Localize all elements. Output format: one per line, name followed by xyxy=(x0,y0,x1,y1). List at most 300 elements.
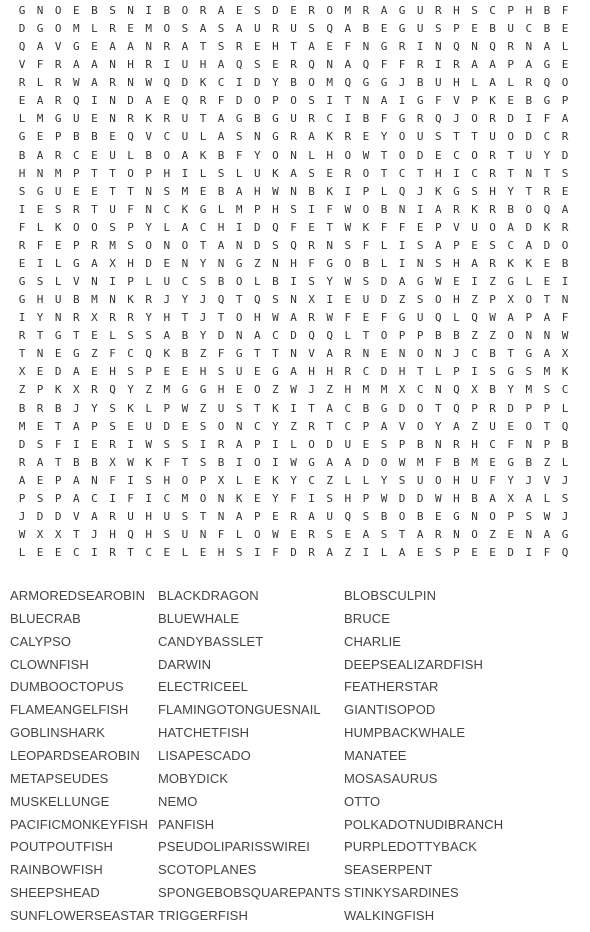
grid-letter[interactable]: Z xyxy=(272,383,279,397)
grid-letter[interactable]: T xyxy=(543,293,551,307)
grid-letter[interactable]: N xyxy=(109,293,116,307)
grid-letter[interactable]: R xyxy=(489,112,496,126)
grid-letter[interactable]: S xyxy=(235,130,243,144)
grid-letter[interactable]: S xyxy=(163,528,171,542)
grid-letter[interactable]: L xyxy=(36,76,44,90)
grid-letter[interactable]: M xyxy=(380,383,388,397)
grid-letter[interactable]: M xyxy=(145,22,152,36)
grid-letter[interactable]: Y xyxy=(91,401,98,415)
grid-letter[interactable]: F xyxy=(217,94,225,108)
grid-letter[interactable]: H xyxy=(453,293,460,307)
grid-letter[interactable]: S xyxy=(36,491,44,505)
grid-letter[interactable]: E xyxy=(344,293,352,307)
grid-letter[interactable]: G xyxy=(507,365,514,379)
grid-letter[interactable]: P xyxy=(272,94,279,108)
grid-letter[interactable]: O xyxy=(253,455,261,469)
grid-letter[interactable]: B xyxy=(380,202,388,216)
grid-letter[interactable]: O xyxy=(525,293,533,307)
grid-letter[interactable]: C xyxy=(181,275,189,289)
grid-letter[interactable]: M xyxy=(344,4,352,17)
grid-letter[interactable]: N xyxy=(36,347,44,361)
grid-letter[interactable]: T xyxy=(199,40,207,54)
grid-letter[interactable]: U xyxy=(181,112,189,126)
grid-letter[interactable]: S xyxy=(290,202,297,216)
grid-letter[interactable]: A xyxy=(543,347,551,361)
grid-letter[interactable]: F xyxy=(127,202,134,216)
grid-letter[interactable]: O xyxy=(525,419,533,433)
grid-letter[interactable]: H xyxy=(290,256,297,270)
grid-letter[interactable]: Q xyxy=(308,58,315,72)
grid-letter[interactable]: A xyxy=(380,419,388,433)
grid-letter[interactable]: W xyxy=(272,528,279,542)
grid-letter[interactable]: J xyxy=(18,509,26,523)
grid-letter[interactable]: A xyxy=(434,202,442,216)
grid-letter[interactable]: D xyxy=(54,365,62,379)
grid-letter[interactable]: A xyxy=(326,401,333,415)
grid-letter[interactable]: I xyxy=(525,546,533,560)
grid-letter[interactable]: G xyxy=(362,76,370,90)
grid-letter[interactable]: S xyxy=(344,238,352,252)
grid-letter[interactable]: T xyxy=(253,347,261,361)
grid-letter[interactable]: U xyxy=(416,22,424,36)
grid-letter[interactable]: W xyxy=(72,76,80,90)
grid-letter[interactable]: C xyxy=(362,365,370,379)
grid-letter[interactable]: O xyxy=(362,202,370,216)
grid-letter[interactable]: U xyxy=(362,293,370,307)
grid-letter[interactable]: R xyxy=(416,112,424,126)
grid-letter[interactable]: L xyxy=(344,329,352,343)
grid-letter[interactable]: J xyxy=(453,347,460,361)
grid-letter[interactable]: N xyxy=(145,202,152,216)
grid-letter[interactable]: N xyxy=(453,528,460,542)
grid-letter[interactable]: F xyxy=(380,220,388,234)
grid-letter[interactable]: E xyxy=(54,546,62,560)
grid-letter[interactable]: S xyxy=(362,509,370,523)
grid-letter[interactable]: X xyxy=(308,293,315,307)
grid-letter[interactable]: A xyxy=(217,58,225,72)
grid-letter[interactable]: O xyxy=(217,419,225,433)
grid-letter[interactable]: A xyxy=(543,40,551,54)
grid-letter[interactable]: L xyxy=(145,401,152,415)
grid-letter[interactable]: X xyxy=(561,347,569,361)
grid-letter[interactable]: A xyxy=(235,22,243,36)
grid-letter[interactable]: B xyxy=(253,112,261,126)
grid-letter[interactable]: E xyxy=(362,130,370,144)
grid-letter[interactable]: B xyxy=(181,347,189,361)
grid-letter[interactable]: C xyxy=(253,419,261,433)
grid-letter[interactable]: E xyxy=(91,112,98,126)
grid-letter[interactable]: A xyxy=(326,455,333,469)
grid-letter[interactable]: B xyxy=(145,148,152,162)
grid-letter[interactable]: Z xyxy=(489,528,496,542)
grid-letter[interactable]: R xyxy=(453,437,460,451)
grid-letter[interactable]: I xyxy=(326,94,333,108)
grid-letter[interactable]: A xyxy=(362,528,370,542)
grid-letter[interactable]: L xyxy=(181,546,189,560)
grid-letter[interactable]: B xyxy=(362,22,370,36)
grid-letter[interactable]: H xyxy=(398,365,406,379)
grid-letter[interactable]: L xyxy=(453,311,460,325)
grid-letter[interactable]: C xyxy=(163,130,171,144)
grid-letter[interactable]: C xyxy=(398,166,406,180)
grid-letter[interactable]: B xyxy=(18,401,26,415)
grid-letter[interactable]: D xyxy=(326,437,333,451)
grid-letter[interactable]: L xyxy=(235,473,243,487)
grid-letter[interactable]: N xyxy=(434,347,442,361)
grid-letter[interactable]: T xyxy=(290,40,297,54)
grid-letter[interactable]: B xyxy=(290,76,297,90)
grid-letter[interactable]: D xyxy=(253,238,261,252)
grid-letter[interactable]: F xyxy=(127,491,134,505)
grid-letter[interactable]: Z xyxy=(326,473,333,487)
grid-letter[interactable]: N xyxy=(362,94,370,108)
grid-letter[interactable]: L xyxy=(290,437,297,451)
grid-letter[interactable]: R xyxy=(54,148,62,162)
grid-letter[interactable]: O xyxy=(54,4,62,17)
grid-letter[interactable]: O xyxy=(127,166,134,180)
grid-letter[interactable]: L xyxy=(561,401,569,415)
grid-letter[interactable]: N xyxy=(525,40,533,54)
grid-letter[interactable]: K xyxy=(326,184,333,198)
grid-letter[interactable]: N xyxy=(91,473,98,487)
grid-letter[interactable]: K xyxy=(326,130,333,144)
grid-letter[interactable]: D xyxy=(54,509,62,523)
grid-letter[interactable]: E xyxy=(471,238,478,252)
grid-letter[interactable]: B xyxy=(217,455,225,469)
grid-letter[interactable]: L xyxy=(561,455,569,469)
grid-letter[interactable]: J xyxy=(199,311,207,325)
grid-letter[interactable]: P xyxy=(525,311,533,325)
grid-letter[interactable]: X xyxy=(109,455,116,469)
grid-letter[interactable]: S xyxy=(471,184,478,198)
grid-letter[interactable]: P xyxy=(91,419,98,433)
grid-letter[interactable]: Y xyxy=(507,184,514,198)
grid-letter[interactable]: O xyxy=(471,148,478,162)
grid-letter[interactable]: N xyxy=(181,256,189,270)
grid-letter[interactable]: H xyxy=(109,528,116,542)
grid-letter[interactable]: C xyxy=(217,76,225,90)
grid-letter[interactable]: P xyxy=(127,220,134,234)
grid-letter[interactable]: F xyxy=(398,220,406,234)
grid-letter[interactable]: H xyxy=(489,184,496,198)
grid-letter[interactable]: O xyxy=(181,473,189,487)
grid-letter[interactable]: O xyxy=(235,311,243,325)
grid-letter[interactable]: X xyxy=(507,293,514,307)
grid-letter[interactable]: Q xyxy=(308,329,315,343)
grid-letter[interactable]: F xyxy=(36,238,44,252)
grid-letter[interactable]: F xyxy=(362,238,370,252)
grid-letter[interactable]: W xyxy=(380,491,388,505)
grid-letter[interactable]: E xyxy=(91,437,98,451)
grid-letter[interactable]: Y xyxy=(199,256,207,270)
grid-letter[interactable]: A xyxy=(489,76,496,90)
grid-letter[interactable]: U xyxy=(253,22,261,36)
grid-letter[interactable]: R xyxy=(398,40,406,54)
grid-letter[interactable]: E xyxy=(453,275,460,289)
grid-letter[interactable]: N xyxy=(416,256,424,270)
grid-letter[interactable]: R xyxy=(308,311,315,325)
grid-letter[interactable]: W xyxy=(18,528,26,542)
grid-letter[interactable]: S xyxy=(471,4,478,17)
grid-letter[interactable]: Z xyxy=(18,383,26,397)
grid-letter[interactable]: S xyxy=(217,40,225,54)
grid-letter[interactable]: R xyxy=(434,528,442,542)
grid-letter[interactable]: U xyxy=(471,473,478,487)
grid-letter[interactable]: L xyxy=(380,546,388,560)
grid-letter[interactable]: W xyxy=(434,491,442,505)
grid-letter[interactable]: V xyxy=(72,509,80,523)
grid-letter[interactable]: F xyxy=(561,311,569,325)
grid-letter[interactable]: T xyxy=(199,112,207,126)
grid-letter[interactable]: G xyxy=(18,130,26,144)
grid-letter[interactable]: P xyxy=(416,329,424,343)
grid-letter[interactable]: K xyxy=(181,202,189,216)
grid-letter[interactable]: Z xyxy=(326,383,333,397)
grid-letter[interactable]: N xyxy=(398,202,406,216)
grid-letter[interactable]: S xyxy=(489,365,496,379)
grid-letter[interactable]: C xyxy=(416,383,424,397)
grid-letter[interactable]: Q xyxy=(272,220,279,234)
grid-letter[interactable]: S xyxy=(380,437,388,451)
grid-letter[interactable]: E xyxy=(272,509,279,523)
grid-letter[interactable]: P xyxy=(199,473,207,487)
grid-letter[interactable]: I xyxy=(235,455,243,469)
grid-letter[interactable]: G xyxy=(525,347,533,361)
grid-letter[interactable]: T xyxy=(398,528,406,542)
grid-letter[interactable]: F xyxy=(380,311,388,325)
grid-letter[interactable]: R xyxy=(344,347,352,361)
grid-letter[interactable]: B xyxy=(217,148,225,162)
grid-letter[interactable]: F xyxy=(380,58,388,72)
grid-letter[interactable]: L xyxy=(235,166,243,180)
grid-letter[interactable]: I xyxy=(471,365,478,379)
grid-letter[interactable]: J xyxy=(91,528,98,542)
grid-letter[interactable]: J xyxy=(453,112,460,126)
grid-letter[interactable]: O xyxy=(290,94,297,108)
grid-letter[interactable]: A xyxy=(72,491,80,505)
grid-letter[interactable]: H xyxy=(308,365,315,379)
grid-letter[interactable]: S xyxy=(543,383,551,397)
grid-letter[interactable]: N xyxy=(290,347,297,361)
grid-letter[interactable]: G xyxy=(199,202,207,216)
grid-letter[interactable]: S xyxy=(54,202,62,216)
grid-letter[interactable]: D xyxy=(380,365,388,379)
grid-letter[interactable]: O xyxy=(416,419,424,433)
grid-letter[interactable]: H xyxy=(163,311,171,325)
grid-letter[interactable]: O xyxy=(561,76,569,90)
grid-letter[interactable]: S xyxy=(235,546,243,560)
grid-letter[interactable]: W xyxy=(145,437,152,451)
grid-letter[interactable]: T xyxy=(344,94,352,108)
grid-letter[interactable]: O xyxy=(326,4,333,17)
grid-letter[interactable]: E xyxy=(434,148,442,162)
grid-letter[interactable]: M xyxy=(36,112,44,126)
grid-letter[interactable]: C xyxy=(72,546,80,560)
grid-letter[interactable]: L xyxy=(362,473,370,487)
grid-letter[interactable]: I xyxy=(362,546,370,560)
grid-letter[interactable]: Y xyxy=(181,293,189,307)
grid-letter[interactable]: B xyxy=(308,184,315,198)
grid-letter[interactable]: K xyxy=(561,365,569,379)
grid-letter[interactable]: A xyxy=(344,58,352,72)
grid-letter[interactable]: V xyxy=(453,94,460,108)
grid-letter[interactable]: S xyxy=(127,238,134,252)
grid-letter[interactable]: K xyxy=(543,220,551,234)
grid-letter[interactable]: H xyxy=(253,184,261,198)
grid-letter[interactable]: A xyxy=(308,509,315,523)
grid-letter[interactable]: O xyxy=(163,148,171,162)
grid-letter[interactable]: J xyxy=(525,473,533,487)
grid-letter[interactable]: U xyxy=(72,112,80,126)
grid-letter[interactable]: I xyxy=(416,40,424,54)
grid-letter[interactable]: N xyxy=(109,112,116,126)
grid-letter[interactable]: H xyxy=(199,365,207,379)
grid-letter[interactable]: G xyxy=(398,22,406,36)
grid-letter[interactable]: W xyxy=(344,202,352,216)
grid-letter[interactable]: O xyxy=(489,220,496,234)
grid-letter[interactable]: H xyxy=(18,166,26,180)
grid-letter[interactable]: T xyxy=(308,401,315,415)
grid-letter[interactable]: Z xyxy=(344,546,352,560)
grid-letter[interactable]: B xyxy=(416,437,424,451)
grid-letter[interactable]: Q xyxy=(127,130,134,144)
grid-letter[interactable]: N xyxy=(362,347,370,361)
grid-letter[interactable]: F xyxy=(217,528,225,542)
grid-letter[interactable]: R xyxy=(453,202,460,216)
grid-letter[interactable]: E xyxy=(561,58,569,72)
grid-letter[interactable]: G xyxy=(416,94,424,108)
grid-letter[interactable]: S xyxy=(272,293,279,307)
grid-letter[interactable]: D xyxy=(36,509,44,523)
grid-letter[interactable]: Z xyxy=(290,419,297,433)
grid-letter[interactable]: D xyxy=(380,293,388,307)
grid-letter[interactable]: A xyxy=(217,4,225,17)
grid-letter[interactable]: U xyxy=(416,130,424,144)
grid-letter[interactable]: L xyxy=(308,148,315,162)
grid-letter[interactable]: B xyxy=(471,491,478,505)
grid-letter[interactable]: Y xyxy=(326,275,333,289)
grid-letter[interactable]: Z xyxy=(543,455,551,469)
grid-letter[interactable]: F xyxy=(344,40,352,54)
grid-letter[interactable]: M xyxy=(326,76,333,90)
grid-letter[interactable]: U xyxy=(326,509,333,523)
grid-letter[interactable]: S xyxy=(561,491,569,505)
grid-letter[interactable]: U xyxy=(163,509,171,523)
grid-letter[interactable]: H xyxy=(217,383,225,397)
grid-letter[interactable]: O xyxy=(163,22,171,36)
grid-letter[interactable]: M xyxy=(109,238,116,252)
grid-letter[interactable]: C xyxy=(344,401,352,415)
grid-letter[interactable]: L xyxy=(561,40,569,54)
grid-letter[interactable]: L xyxy=(217,202,225,216)
grid-letter[interactable]: A xyxy=(199,22,207,36)
grid-letter[interactable]: F xyxy=(380,112,388,126)
grid-letter[interactable]: H xyxy=(272,40,279,54)
grid-letter[interactable]: C xyxy=(127,347,134,361)
grid-letter[interactable]: S xyxy=(380,528,388,542)
grid-letter[interactable]: R xyxy=(54,76,62,90)
grid-letter[interactable]: I xyxy=(290,401,297,415)
grid-letter[interactable]: K xyxy=(272,166,279,180)
grid-letter[interactable]: N xyxy=(109,58,116,72)
grid-letter[interactable]: V xyxy=(543,473,551,487)
grid-letter[interactable]: E xyxy=(54,238,62,252)
grid-letter[interactable]: Q xyxy=(434,112,442,126)
grid-letter[interactable]: I xyxy=(199,437,207,451)
grid-letter[interactable]: L xyxy=(380,184,388,198)
grid-letter[interactable]: S xyxy=(326,528,333,542)
grid-letter[interactable]: E xyxy=(127,22,134,36)
grid-letter[interactable]: M xyxy=(416,455,424,469)
grid-letter[interactable]: Q xyxy=(471,311,478,325)
grid-letter[interactable]: G xyxy=(72,40,80,54)
grid-letter[interactable]: P xyxy=(507,509,514,523)
grid-letter[interactable]: O xyxy=(398,509,406,523)
grid-letter[interactable]: D xyxy=(398,401,406,415)
grid-letter[interactable]: G xyxy=(507,275,514,289)
grid-letter[interactable]: N xyxy=(163,238,171,252)
grid-letter[interactable]: S xyxy=(561,166,569,180)
grid-letter[interactable]: R xyxy=(109,311,116,325)
grid-letter[interactable]: E xyxy=(181,419,189,433)
grid-letter[interactable]: Q xyxy=(543,202,551,216)
grid-letter[interactable]: Z xyxy=(199,401,207,415)
grid-letter[interactable]: C xyxy=(453,148,460,162)
grid-letter[interactable]: C xyxy=(163,202,171,216)
grid-letter[interactable]: D xyxy=(163,419,171,433)
grid-letter[interactable]: A xyxy=(416,528,424,542)
grid-letter[interactable]: M xyxy=(471,455,478,469)
grid-letter[interactable]: R xyxy=(109,22,116,36)
grid-letter[interactable]: P xyxy=(561,94,569,108)
grid-letter[interactable]: R xyxy=(163,40,171,54)
grid-letter[interactable]: T xyxy=(253,401,261,415)
grid-letter[interactable]: B xyxy=(163,4,171,17)
grid-letter[interactable]: P xyxy=(489,293,496,307)
grid-letter[interactable]: R xyxy=(217,437,225,451)
grid-letter[interactable]: C xyxy=(145,546,152,560)
grid-letter[interactable]: T xyxy=(181,311,189,325)
grid-letter[interactable]: R xyxy=(416,58,424,72)
grid-letter[interactable]: P xyxy=(507,4,514,17)
grid-letter[interactable]: B xyxy=(72,455,80,469)
grid-letter[interactable]: G xyxy=(72,347,80,361)
grid-letter[interactable]: L xyxy=(163,220,171,234)
grid-letter[interactable]: D xyxy=(272,4,279,17)
grid-letter[interactable]: G xyxy=(235,256,243,270)
grid-letter[interactable]: S xyxy=(434,130,442,144)
grid-letter[interactable]: M xyxy=(91,293,98,307)
grid-letter[interactable]: R xyxy=(561,220,569,234)
grid-letter[interactable]: N xyxy=(326,238,333,252)
grid-letter[interactable]: A xyxy=(525,491,533,505)
grid-letter[interactable]: C xyxy=(525,22,533,36)
grid-letter[interactable]: T xyxy=(235,293,243,307)
grid-letter[interactable]: D xyxy=(290,329,297,343)
grid-letter[interactable]: Q xyxy=(398,184,406,198)
grid-letter[interactable]: E xyxy=(543,275,551,289)
grid-letter[interactable]: O xyxy=(471,112,478,126)
grid-letter[interactable]: Q xyxy=(326,22,333,36)
grid-letter[interactable]: G xyxy=(36,22,44,36)
grid-letter[interactable]: H xyxy=(145,509,152,523)
grid-letter[interactable]: T xyxy=(543,166,551,180)
grid-letter[interactable]: B xyxy=(416,509,424,523)
grid-letter[interactable]: R xyxy=(525,76,533,90)
grid-letter[interactable]: O xyxy=(181,238,189,252)
grid-letter[interactable]: V xyxy=(308,347,315,361)
grid-letter[interactable]: G xyxy=(453,184,460,198)
